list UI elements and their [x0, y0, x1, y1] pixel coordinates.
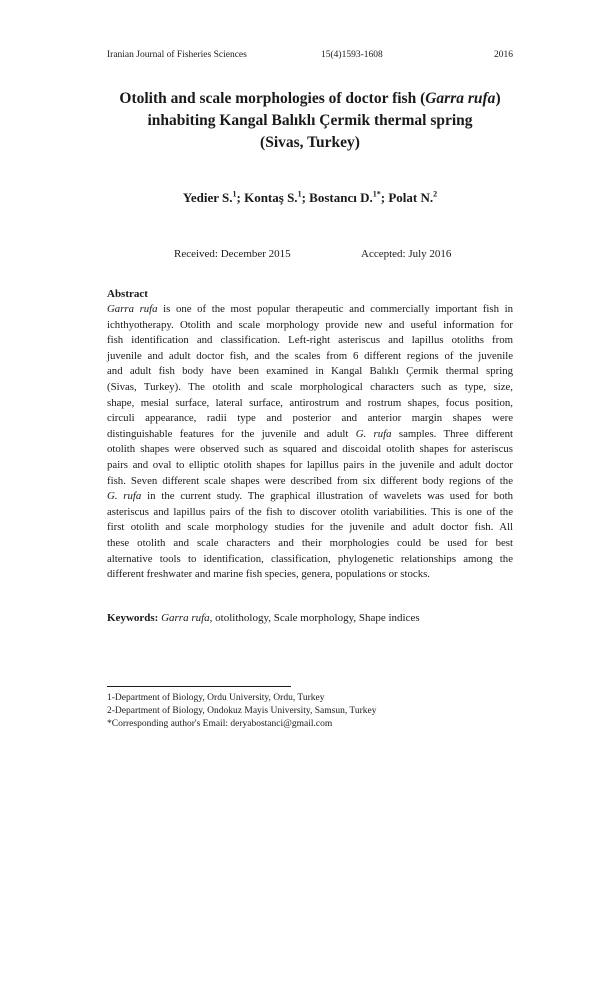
- author-separator: ;: [236, 190, 245, 206]
- keywords-label: Keywords:: [107, 612, 159, 624]
- publication-year: 2016: [494, 50, 513, 60]
- author-affiliation-mark: 2: [433, 190, 438, 199]
- title-line-1-start: Otolith and scale morphologies of doctor fish (: [119, 90, 426, 107]
- abstract-line: [107, 567, 513, 583]
- abstract-heading: Abstract: [107, 288, 148, 300]
- paper-title: [100, 88, 520, 154]
- author-list: [100, 186, 520, 207]
- abstract-line: [107, 364, 513, 380]
- author-name: Polat N.: [388, 190, 434, 206]
- abstract-species-name: Garra rufa: [107, 303, 158, 315]
- abstract-line: [107, 552, 513, 568]
- abstract-text: first otolith and scale morphology studies for the juvenile and adult doctor fish. All: [107, 521, 513, 534]
- title-line-2: inhabiting Kangal Balıklı Çermik thermal spring: [147, 112, 473, 129]
- author: [244, 190, 309, 205]
- abstract-species-name: G. rufa: [107, 490, 142, 503]
- received-date: Received: December 2015: [174, 248, 291, 260]
- abstract-text: pairs and oval to elliptic otolith shapes for lapillus pairs in the juvenile and adult doctor: [107, 458, 513, 471]
- abstract-line: [107, 474, 513, 490]
- submission-dates: [107, 247, 513, 261]
- abstract-text: fish. Seven different scale shapes were described from six different body regions of the: [107, 474, 513, 487]
- abstract-text: distinguishable features for the juvenile and adult: [107, 427, 356, 440]
- abstract-text: in the current study. The graphical illustration of wavelets was used for both: [141, 490, 513, 503]
- title-line-1: [100, 88, 520, 110]
- author-affiliation-mark: 1: [297, 190, 302, 199]
- abstract-line: [107, 318, 513, 334]
- abstract-line: [107, 536, 513, 552]
- abstract-text: circuli appearance, radii type and posterior and anterior margin shapes were: [107, 412, 513, 425]
- author-affiliation-mark: 1*: [372, 190, 381, 199]
- author: [183, 190, 244, 205]
- running-header: [107, 48, 513, 62]
- abstract-line: [107, 520, 513, 536]
- abstract-line: [107, 489, 513, 505]
- keywords-species: Garra rufa: [161, 612, 210, 624]
- author-name: Bostancı D.: [309, 190, 373, 206]
- accepted-date: Accepted: July 2016: [361, 248, 452, 260]
- author-separator: ;: [380, 190, 389, 206]
- abstract-line: [107, 505, 513, 521]
- footnotes: [107, 692, 513, 731]
- abstract-text: and adult fish body have been examined in Kangal Balıklı Çermik thermal spring: [107, 365, 513, 378]
- abstract-text: these otolith and scale characters and their morphologies could be used for best: [107, 536, 513, 549]
- author-name: Yedier S.: [182, 190, 233, 206]
- abstract-text: shape, mesial surface, lateral surface, antirostrum and rostrum shapes, focus position,: [107, 396, 513, 409]
- footnote-affiliation-1: 1-Department of Biology, Ordu University, Ordu, Turkey: [107, 693, 325, 703]
- abstract-line: [107, 411, 513, 427]
- footnote-affiliation-2: 2-Department of Biology, Ondokuz Mayis University, Samsun, Turkey: [107, 706, 377, 716]
- abstract-line: [107, 427, 513, 443]
- abstract-line: [107, 333, 513, 349]
- abstract-text: asteriscus and lapillus pairs of the fish to discover otolith variabilities. This is one of the: [107, 505, 513, 518]
- abstract-text: (Sivas, Turkey). The otolith and scale morphological characters such as type, size,: [107, 380, 513, 393]
- abstract-text: is one of the most popular therapeutic and commercially important fish in: [157, 303, 513, 315]
- abstract-line: [107, 442, 513, 458]
- volume-pages: 15(4)1593-1608: [321, 50, 383, 60]
- footnote-corresponding-author: *Corresponding author's Email: deryabostanci@gmail.com: [107, 719, 333, 729]
- title-line-3: (Sivas, Turkey): [260, 134, 360, 151]
- footnote-divider: [107, 686, 291, 687]
- abstract-text: different freshwater and marine fish species, genera, populations or stocks.: [107, 568, 430, 581]
- abstract-body: [107, 302, 513, 583]
- abstract-line: [107, 349, 513, 365]
- keywords: [107, 611, 513, 625]
- title-line-1-end: ): [495, 90, 501, 107]
- abstract-line: [107, 380, 513, 396]
- author-separator: ;: [301, 190, 310, 206]
- journal-name: Iranian Journal of Fisheries Sciences: [107, 50, 247, 60]
- author-name: Kontaş S.: [244, 190, 298, 206]
- abstract-text: fish identification and classification. Left-right asteriscus and lapillus otoliths from: [107, 334, 513, 347]
- author: [388, 190, 437, 205]
- abstract-species-name: G. rufa: [355, 427, 392, 440]
- abstract-line: [107, 458, 513, 474]
- abstract-text: samples. Three different: [391, 427, 513, 440]
- title-species: Garra rufa: [425, 90, 496, 107]
- abstract-line: [107, 396, 513, 412]
- keywords-list: , otolithology, Scale morphology, Shape indices: [209, 612, 420, 624]
- abstract-text: otolith shapes were observed such as squared and discoidal otolith shapes for asteriscus: [107, 443, 513, 456]
- abstract-text: juvenile and adult doctor fish, and the scales from 6 different regions of the juvenile: [107, 349, 513, 362]
- author: [309, 190, 388, 205]
- author-affiliation-mark: 1: [232, 190, 237, 199]
- abstract-line: [107, 302, 513, 318]
- abstract-text: ichthyotherapy. Otolith and scale morphology provide new and useful information for: [107, 318, 513, 331]
- abstract-text: alternative tools to identification, classification, phylogenetic relationships among the: [107, 552, 513, 565]
